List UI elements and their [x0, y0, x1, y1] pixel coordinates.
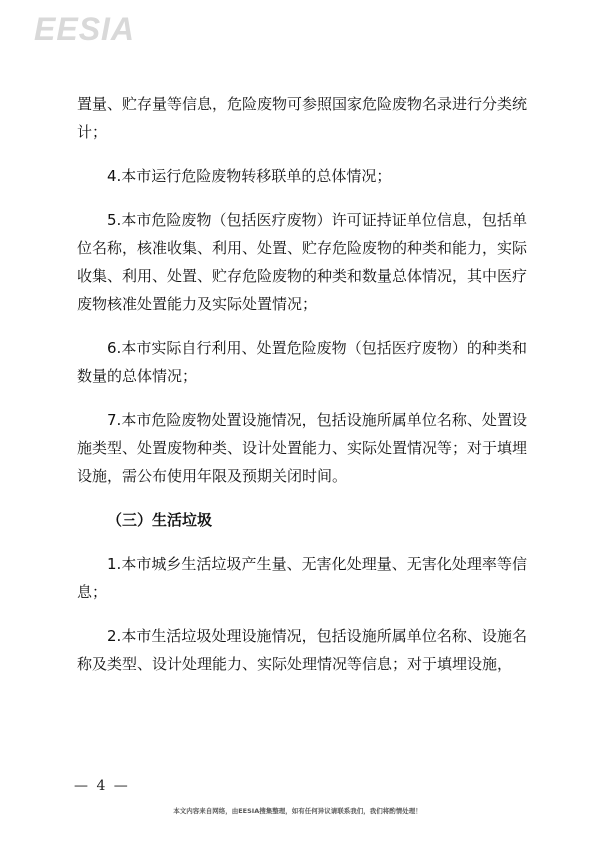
- footer-disclaimer: 本文内容来自网络，由EESIA搜集整理，如有任何异议请联系我们，我们将酌情处理！: [173, 807, 422, 815]
- paragraph-waste-item-1: 1.本市城乡生活垃圾产生量、无害化处理量、无害化处理率等信息；: [77, 555, 527, 601]
- paragraph-continuation: 置量、贮存量等信息，危险废物可参照国家危险废物名录进行分类统计；: [77, 95, 528, 141]
- eesia-logo-icon: [34, 12, 146, 46]
- page-number: — 4 —: [74, 778, 130, 794]
- paragraph-item-5: 5.本市危险废物（包括医疗废物）许可证持证单位信息，包括单位名称，核准收集、利用、处置、贮存危险废物的种类和能力，实际收集、利用、处置、贮存危险废物的种类和数量总体情况，其中医疗废物核准处置能力及实际处置情况；: [77, 211, 528, 313]
- paragraph-item-6: 6.本市实际自行利用、处置危险废物（包括医疗废物）的种类和数量的总体情况；: [77, 339, 527, 385]
- svg-text:EESIA: EESIA: [34, 12, 136, 46]
- paragraph-item-7: 7.本市危险废物处置设施情况，包括设施所属单位名称、处置设施类型、处置废物种类、设计处置能力、实际处置情况等；对于填埋设施，需公布使用年限及预期关闭时间。: [77, 411, 528, 485]
- paragraph-waste-item-2: 2.本市生活垃圾处理设施情况，包括设施所属单位名称、设施名称及类型、设计处理能力、实际处理情况等信息；对于填埋设施，: [77, 627, 527, 673]
- document-body: [77, 90, 527, 694]
- paragraph-item-4: 4.本市运行危险废物转移联单的总体情况；: [107, 167, 392, 185]
- eesia-watermark-logo: [34, 12, 146, 46]
- section-heading: （三）生活垃圾: [107, 511, 213, 529]
